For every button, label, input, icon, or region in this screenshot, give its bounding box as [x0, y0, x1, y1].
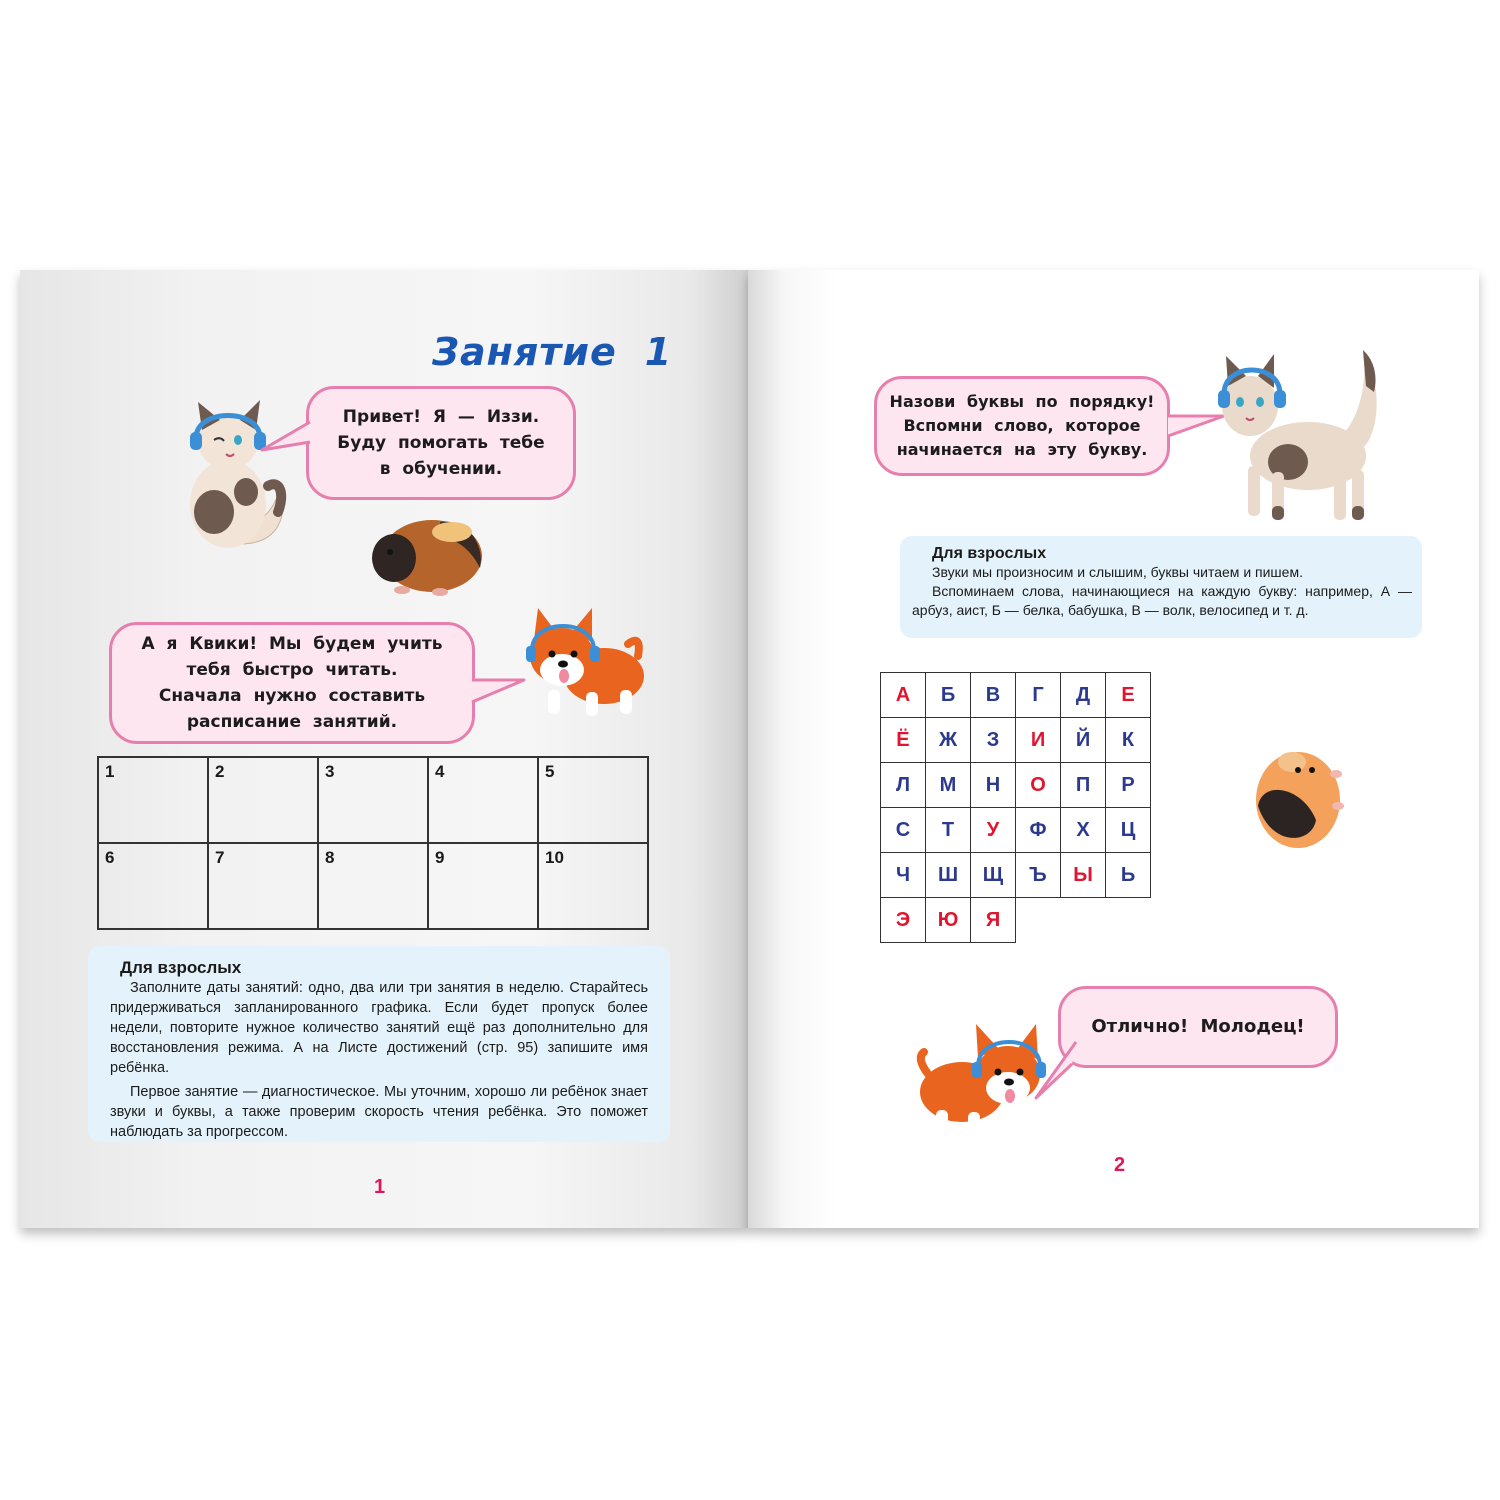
praise-speech-bubble: [1058, 986, 1338, 1068]
alphabet-letter-cell[interactable]: Ъ: [1016, 853, 1061, 898]
schedule-cell[interactable]: 5: [538, 757, 648, 843]
page-number: 1: [374, 1176, 386, 1198]
praise-speech-text: Отлично! Молодец!: [1091, 1016, 1305, 1037]
alphabet-letter-cell[interactable]: Г: [1016, 673, 1061, 718]
schedule-cell[interactable]: 2: [208, 757, 318, 843]
alphabet-letter-cell[interactable]: П: [1061, 763, 1106, 808]
left-page: [20, 270, 748, 1228]
adults-note-paragraph: Первое занятие — диагностическое. Мы уточним, хорошо ли ребёнок знает звуки и буквы, а также проверим скорость чтения ребёнка. Это поможет наблюдать за прогрессом.: [110, 1084, 648, 1140]
izzi-bubble-tail: [260, 420, 312, 456]
alphabet-letter-cell[interactable]: Ф: [1016, 808, 1061, 853]
guinea-pig-icon: [370, 508, 485, 602]
schedule-cell[interactable]: 8: [318, 843, 428, 929]
adults-note-box: [900, 536, 1422, 638]
alphabet-letter-cell[interactable]: Х: [1061, 808, 1106, 853]
schedule-cell[interactable]: 6: [98, 843, 208, 929]
schedule-cell[interactable]: 9: [428, 843, 538, 929]
kviki-speech-bubble: [109, 622, 475, 744]
lesson-title-number: 1: [644, 330, 673, 374]
alphabet-letter-cell[interactable]: Й: [1061, 718, 1106, 763]
page-number: 2: [1114, 1154, 1126, 1176]
izzi-speech-bubble: [306, 386, 576, 500]
alphabet-letter-cell[interactable]: Щ: [971, 853, 1016, 898]
izzi-speech-text: Привет! Я — Иззи. Буду помогать тебе в обучении.: [337, 407, 545, 479]
alphabet-letter-cell[interactable]: М: [926, 763, 971, 808]
alphabet-row: [881, 808, 1151, 853]
lesson-title-text: Занятие: [432, 330, 617, 374]
adults-note-heading: Для взрослых: [932, 545, 1047, 562]
alphabet-letter-cell[interactable]: Н: [971, 763, 1016, 808]
adults-note-paragraph: Звуки мы произносим и слышим, буквы читаем и пишем.: [932, 564, 1303, 580]
adults-note-paragraph: Вспоминаем слова, начинающиеся на каждую букву: например, А — арбуз, аист, Б — белка, бабушка, В — волк, велосипед и т. д.: [912, 583, 1412, 618]
hamster-icon: [1252, 740, 1346, 852]
kviki-speech-text: А я Квики! Мы будем учить тебя быстро читать. Сначала нужно составить расписание занятий.: [141, 634, 443, 732]
alphabet-letter-cell[interactable]: Ь: [1106, 853, 1151, 898]
schedule-table: [97, 756, 649, 930]
alphabet-empty-cell: [1061, 898, 1106, 943]
task-bubble-tail: [1166, 410, 1226, 442]
alphabet-letter-cell[interactable]: В: [971, 673, 1016, 718]
alphabet-row: [881, 673, 1151, 718]
alphabet-letter-cell[interactable]: А: [881, 673, 926, 718]
alphabet-letter-cell[interactable]: Д: [1061, 673, 1106, 718]
alphabet-letter-cell[interactable]: Ч: [881, 853, 926, 898]
alphabet-letter-cell[interactable]: Я: [971, 898, 1016, 943]
alphabet-letter-cell[interactable]: Ю: [926, 898, 971, 943]
alphabet-letter-cell[interactable]: Ж: [926, 718, 971, 763]
alphabet-letter-cell[interactable]: Р: [1106, 763, 1151, 808]
alphabet-letter-cell[interactable]: С: [881, 808, 926, 853]
schedule-row: [98, 757, 648, 843]
schedule-cell[interactable]: 1: [98, 757, 208, 843]
alphabet-letter-cell[interactable]: Ц: [1106, 808, 1151, 853]
alphabet-letter-cell[interactable]: Ы: [1061, 853, 1106, 898]
cat-izzi-walking-icon: [1218, 346, 1390, 528]
task-speech-bubble: [874, 376, 1170, 476]
alphabet-letter-cell[interactable]: Б: [926, 673, 971, 718]
right-page: [748, 270, 1479, 1228]
alphabet-table: [880, 672, 1151, 943]
alphabet-empty-cell: [1106, 898, 1151, 943]
alphabet-letter-cell[interactable]: Ш: [926, 853, 971, 898]
schedule-cell[interactable]: 4: [428, 757, 538, 843]
alphabet-letter-cell[interactable]: У: [971, 808, 1016, 853]
alphabet-letter-cell[interactable]: К: [1106, 718, 1151, 763]
cat-izzi-icon: [180, 394, 290, 554]
schedule-cell[interactable]: 7: [208, 843, 318, 929]
alphabet-letter-cell[interactable]: Ё: [881, 718, 926, 763]
adults-note-box: [88, 946, 670, 1142]
alphabet-row: [881, 763, 1151, 808]
lesson-title: [432, 330, 672, 374]
alphabet-row: [881, 853, 1151, 898]
alphabet-letter-cell[interactable]: О: [1016, 763, 1061, 808]
alphabet-letter-cell[interactable]: Л: [881, 763, 926, 808]
schedule-cell[interactable]: 3: [318, 757, 428, 843]
alphabet-row: [881, 718, 1151, 763]
alphabet-letter-cell[interactable]: З: [971, 718, 1016, 763]
alphabet-letter-cell[interactable]: Т: [926, 808, 971, 853]
alphabet-letter-cell[interactable]: Э: [881, 898, 926, 943]
corgi-kviki-icon: [912, 1018, 1052, 1144]
schedule-row: [98, 843, 648, 929]
alphabet-empty-cell: [1016, 898, 1061, 943]
schedule-cell[interactable]: 10: [538, 843, 648, 929]
alphabet-letter-cell[interactable]: И: [1016, 718, 1061, 763]
task-speech-text: Назови буквы по порядку! Вспомни слово, которое начинается на эту букву.: [889, 392, 1155, 459]
corgi-kviki-icon: [516, 604, 651, 724]
adults-note-paragraph: Заполните даты занятий: одно, два или три занятия в неделю. Старайтесь придерживаться запланированного графика. Если будет пропуск более недели, повторите нужное количество занятий ещё раз дополнительно для восстановления режима. А на Листе достижений (стр. 95) запишите имя ребёнка.: [110, 980, 648, 1076]
adults-note-heading: Для взрослых: [120, 958, 242, 977]
alphabet-row: [881, 898, 1151, 943]
alphabet-letter-cell[interactable]: Е: [1106, 673, 1151, 718]
